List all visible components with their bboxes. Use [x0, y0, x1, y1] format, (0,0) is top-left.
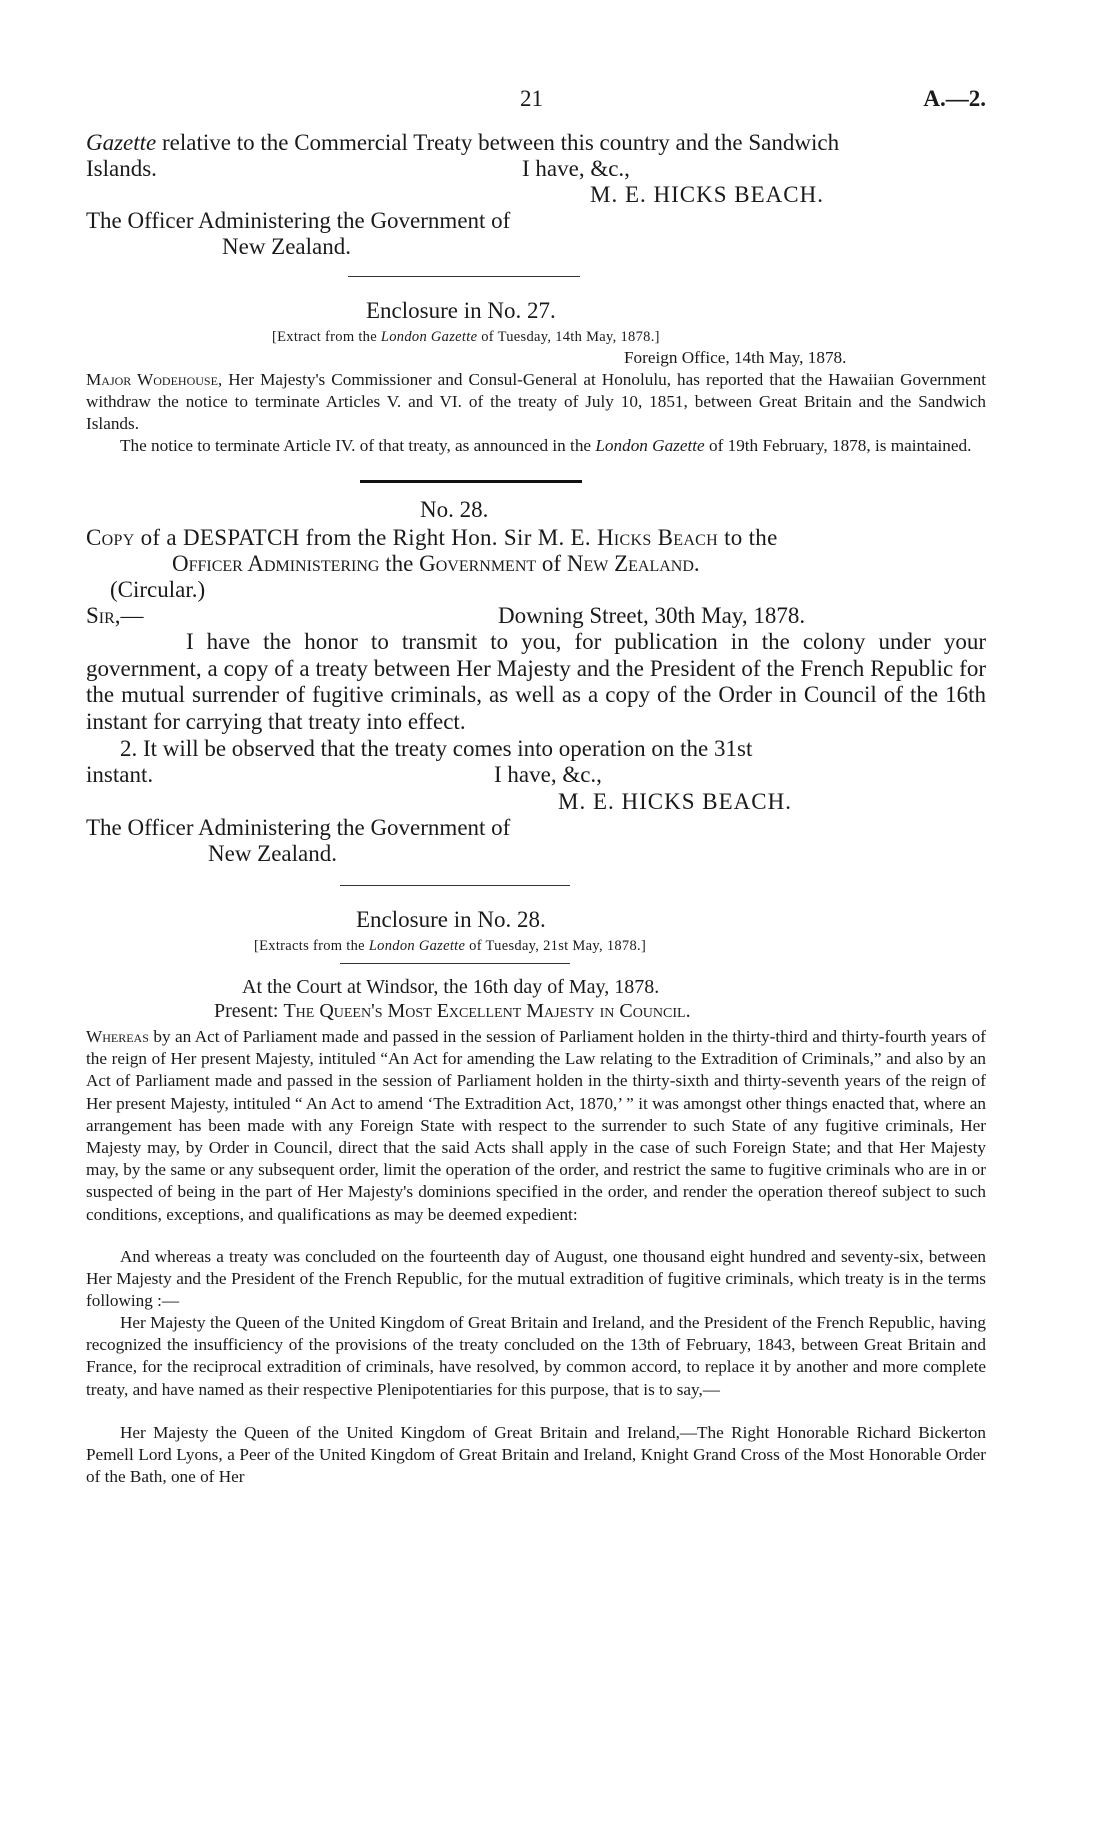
- gazette-italic: Gazette: [86, 130, 157, 155]
- enclosure-title: Enclosure in No. 28.: [356, 907, 546, 932]
- despatch-paragraph: I have the honor to transmit to you, for publication in the colony under your government, a copy of a treaty between Her Majesty and the President of the French Republic for the mutual surrender of fugitive criminals, as well as a copy of the Order in Council of the 16th instant for carrying that treaty into effect.: [86, 629, 986, 734]
- continuation-line: Gazette relative to the Commercial Treaty between this country and the Sandwich: [86, 130, 840, 155]
- closing-phrase: I have, &c.,: [494, 762, 602, 787]
- document-reference: A.—2.: [923, 86, 986, 111]
- closing-phrase: I have, &c.,: [522, 156, 630, 181]
- despatch-heading-2: Officer Administering the Government of New Zealand.: [172, 551, 700, 576]
- court-line: At the Court at Windsor, the 16th day of May, 1878.: [242, 976, 660, 998]
- enclosure-title: Enclosure in No. 27.: [366, 298, 556, 323]
- addressee-country: New Zealand.: [222, 234, 351, 259]
- despatch-paragraph-2: 2. It will be observed that the treaty comes into operation on the 31st: [120, 736, 753, 761]
- addressee: The Officer Administering the Government of: [86, 815, 511, 840]
- circular-note: (Circular.): [110, 577, 206, 602]
- despatch-number: No. 28.: [420, 497, 489, 522]
- page-number: 21: [520, 86, 543, 111]
- dateline: Downing Street, 30th May, 1878.: [498, 603, 806, 628]
- despatch-instant: instant.: [86, 762, 154, 787]
- signature: M. E. HICKS BEACH.: [590, 182, 824, 207]
- addressee-country: New Zealand.: [208, 841, 337, 866]
- present-line: Present: The Queen's Most Excellent Majesty in Council.: [214, 1000, 691, 1022]
- enclosure-paragraph: Major Wodehouse, Her Majesty's Commissioner and Consul-General at Honolulu, has reported that the Hawaiian Government withdraw the notice to terminate Articles V. and VI. of the treaty of July 10, 1851, between Great Britain and the Sandwich Islands.: [86, 370, 986, 434]
- continuation-line-2: Islands.: [86, 156, 157, 181]
- order-paragraph: And whereas a treaty was concluded on the fourteenth day of August, one thousand eight hundred and seventy-six, between Her Majesty and the President of the French Republic, for the mutual extradition of fugitive criminals, which treaty is in the terms following :—: [86, 1247, 986, 1311]
- order-paragraph: Her Majesty the Queen of the United Kingdom of Great Britain and Ireland, and the President of the French Republic, having recognized the insufficiency of the provisions of the treaty concluded on the 13th of February, 1843, between Great Britain and France, for the reciprocal extradition of criminals, have resolved, by common accord, to replace it by another and more complete treaty, and have named as their respective Plenipotentiaries for this purpose, that is to say,—: [86, 1313, 986, 1399]
- extract-note: [Extract from the London Gazette of Tuesday, 14th May, 1878.]: [272, 329, 660, 345]
- divider: [360, 480, 582, 483]
- despatch-heading: Copy of a DESPATCH from the Right Hon. Sir M. E. Hicks Beach to the: [86, 525, 778, 550]
- divider: [340, 885, 570, 886]
- dateline: Foreign Office, 14th May, 1878.: [624, 348, 847, 367]
- enclosure-paragraph: The notice to terminate Article IV. of that treaty, as announced in the London Gazette of 19th February, 1878, is maintained.: [120, 436, 972, 455]
- order-paragraph: Whereas by an Act of Parliament made and passed in the session of Parliament holden in the thirty-third and thirty-fourth years of the reign of Her present Majesty, intituled “An Act for amending the Law relating to the Extradition of Criminals,” and also by an Act of Parliament made and passed in the session of Parliament holden in the thirty-sixth and thirty-seventh years of the reign of Her present Majesty, intituled “ An Act to amend ‘The Extradition Act, 1870,’ ” it was amongst other things enacted that, where an arrangement has been made with any Foreign State with respect to the surrender to such State of any fugitive criminals, Her Majesty may, by Order in Council, direct that the said Acts shall apply in the case of such Foreign State; and that Her Majesty may, by the same or any subsequent order, limit the operation of the order, and restrict the same to fugitive criminals who are in or suspected of being in the part of Her Majesty's dominions specified in the order, and render the operation thereof subject to such conditions, exceptions, and qualifications as may be deemed expedient:: [86, 1027, 986, 1224]
- addressee: The Officer Administering the Government of: [86, 208, 511, 233]
- divider: [340, 963, 570, 964]
- salutation: Sir,—: [86, 603, 144, 628]
- order-paragraph: Her Majesty the Queen of the United Kingdom of Great Britain and Ireland,—The Right Honorable Richard Bickerton Pemell Lord Lyons, a Peer of the United Kingdom of Great Britain and Ireland, Knight Grand Cross of the Most Honorable Order of the Bath, one of Her: [86, 1423, 986, 1487]
- extract-note: [Extracts from the London Gazette of Tuesday, 21st May, 1878.]: [254, 938, 647, 954]
- signature: M. E. HICKS BEACH.: [558, 789, 792, 814]
- divider: [348, 276, 580, 277]
